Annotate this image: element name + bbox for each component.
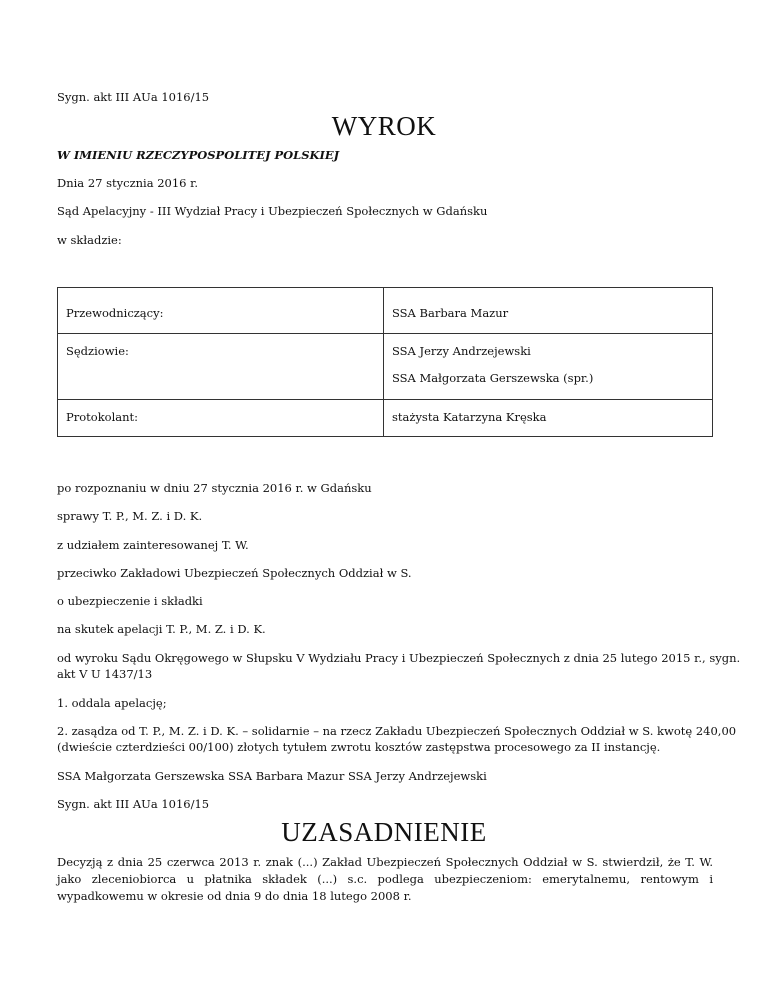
- table-row: [58, 400, 713, 437]
- chair-label: Przewodniczący:: [58, 288, 384, 334]
- judges-label: Sędziowie:: [58, 334, 384, 400]
- verdict-title: WYROK: [331, 111, 437, 141]
- date-line: Dnia 27 stycznia 2016 r.: [57, 176, 199, 190]
- proceedings-line: na skutek apelacji T. P., M. Z. i D. K.: [57, 622, 266, 636]
- court-composition-table: [57, 287, 713, 437]
- verdict-subtitle: W IMIENIU RZECZYPOSPOLITEJ POLSKIEJ: [57, 148, 340, 162]
- proceedings-line: przeciwko Zakładowi Ubezpieczeń Społecznych Oddział w S.: [57, 566, 412, 580]
- court-line: Sąd Apelacyjny - III Wydział Pracy i Ubezpieczeń Społecznych w Gdańsku: [57, 204, 488, 218]
- appeal-line: od wyroku Sądu Okręgowego w Słupsku V Wydziału Pracy i Ubezpieczeń Społecznych z dnia 25 lutego 2015 r., sygn.: [57, 651, 741, 665]
- proceedings-line: sprawy T. P., M. Z. i D. K.: [57, 509, 203, 523]
- judges-cell: [384, 334, 713, 400]
- proceedings-line: z udziałem zainteresowanej T. W.: [57, 538, 249, 552]
- judge-1: SSA Jerzy Andrzejewski: [392, 344, 531, 358]
- clerk-label: Protokolant:: [58, 400, 384, 437]
- judges-signatures: SSA Małgorzata Gerszewska SSA Barbara Mazur SSA Jerzy Andrzejewski: [57, 769, 487, 783]
- ruling-point-2-continued: (dwieście czterdzieści 00/100) złotych tytułem zwrotu kosztów zastępstwa procesowego za II instancję.: [57, 740, 661, 754]
- table-row: [58, 288, 713, 334]
- case-number-justification: Sygn. akt III AUa 1016/15: [57, 797, 210, 811]
- chair-name: SSA Barbara Mazur: [384, 288, 713, 334]
- clerk-name: stażysta Katarzyna Kręska: [384, 400, 713, 437]
- ruling-point-1: 1. oddala apelację;: [57, 696, 167, 710]
- ruling-point-2: 2. zasądza od T. P., M. Z. i D. K. – solidarnie – na rzecz Zakładu Ubezpieczeń Społecznych Oddział w S. kwotę 240,00: [57, 724, 737, 738]
- judge-2: SSA Małgorzata Gerszewska (spr.): [392, 371, 594, 385]
- appeal-line: akt V U 1437/13: [57, 667, 153, 681]
- justification-paragraph: Decyzją z dnia 25 czerwca 2013 r. znak (...) Zakład Ubezpieczeń Społecznych Oddział w S. stwierdził, że T. W. jako zleceniobiorca u płatnika składek (...) s.c. podlega ubezpieczeniom: emerytalnemu, rentowym i wypadkowemu w okresie od dnia 9 do dnia 18 lutego 2008 r.: [57, 855, 713, 903]
- composition-intro: w składzie:: [57, 233, 122, 247]
- proceedings-line: o ubezpieczenie i składki: [57, 594, 203, 608]
- justification-title: UZASADNIENIE: [281, 817, 487, 847]
- proceedings-line: po rozpoznaniu w dniu 27 stycznia 2016 r. w Gdańsku: [57, 481, 372, 495]
- table-row: [58, 334, 713, 400]
- case-number: Sygn. akt III AUa 1016/15: [57, 90, 210, 104]
